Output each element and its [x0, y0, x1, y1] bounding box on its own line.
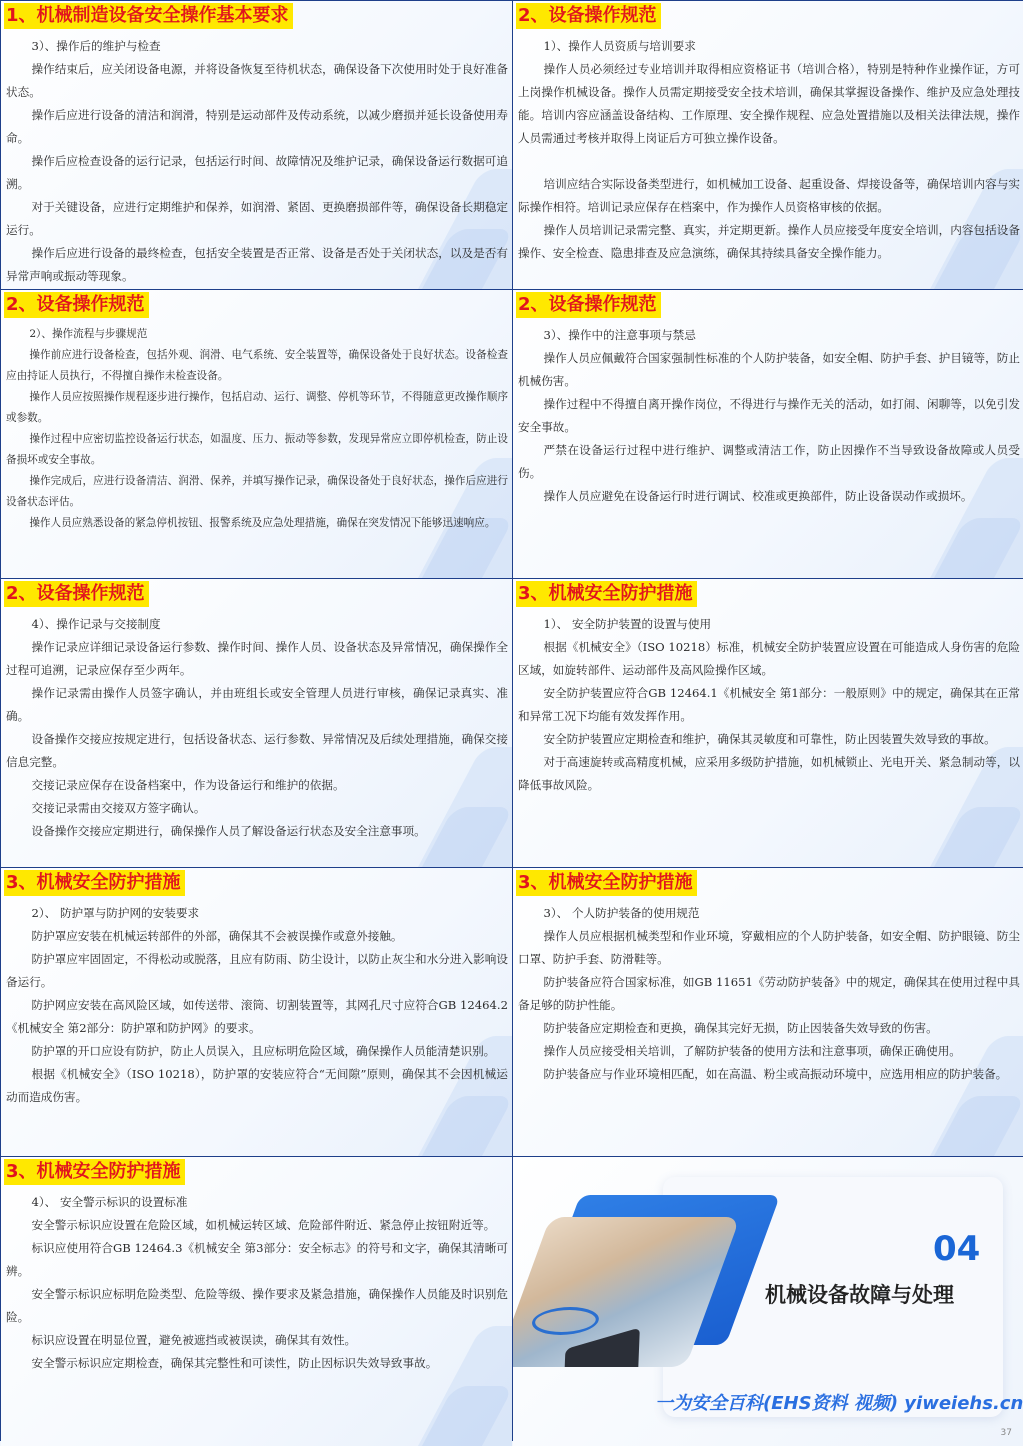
paragraph: 操作过程中应密切监控设备运行状态，如温度、压力、振动等参数，发现异常应立即停机检查，防止设备损坏或安全事故。	[6, 433, 508, 466]
paragraph: 根据《机械安全》（ISO 10218）标准，机械安全防护装置应设置在可能造成人身伤害的危险区域，如旋转部件、运动部件及高风险操作区域。	[518, 640, 1020, 677]
subsection-heading: 1）、 安全防护装置的设置与使用	[543, 617, 712, 631]
paragraph: 操作后应检查设备的运行记录，包括运行时间、故障情况及维护记录，确保设备运行数据可追溯。	[6, 154, 508, 191]
paragraph: 安全警示标识应定期检查，确保其完整性和可读性，防止因标识失效导致事故。	[31, 1356, 438, 1370]
paragraph: 对于高速旋转或高精度机械，应采用多级防护措施，如机械锁止、光电开关、紧急制动等，以降低事故风险。	[518, 755, 1020, 792]
subsection-heading: 1）、操作人员资质与培训要求	[543, 39, 696, 53]
paragraph: 操作人员应按照操作规程逐步进行操作，包括启动、运行、调整、停机等环节，不得随意更改操作顺序或参数。	[6, 391, 508, 424]
paragraph: 操作人员应佩戴符合国家强制性标准的个人防护装备，如安全帽、防护手套、护目镜等，防止机械伤害。	[518, 351, 1020, 388]
panel-body	[6, 324, 508, 534]
paragraph: 操作前应进行设备检查，包括外观、润滑、电气系统、安全装置等，确保设备处于良好状态。设备检查应由持证人员执行，不得擅自操作未检查设备。	[6, 349, 508, 382]
panel-body	[6, 613, 508, 843]
subsection-heading: 2）、 防护罩与防护网的安装要求	[31, 906, 200, 920]
section-number: 04	[933, 1229, 981, 1269]
page-number: 37	[1000, 1428, 1012, 1438]
paragraph: 标识应设置在明显位置，避免被遮挡或被误读，确保其有效性。	[31, 1333, 357, 1347]
section-title: 2、设备操作规范	[4, 292, 149, 318]
paragraph: 交接记录需由交接双方签字确认。	[31, 801, 206, 815]
paragraph: 操作记录应详细记录设备运行参数、操作时间、操作人员、设备状态及异常情况，确保操作全过程可追溯，记录应保存至少两年。	[6, 640, 508, 677]
section-title: 2、设备操作规范	[516, 3, 661, 29]
section-cover-title: 机械设备故障与处理	[765, 1283, 954, 1307]
section-title: 3、机械安全防护措施	[516, 581, 697, 607]
paragraph: 防护网应安装在高风险区域，如传送带、滚筒、切割装置等，其网孔尺寸应符合GB 12464.2《机械安全 第2部分：防护罩和防护网》的要求。	[6, 998, 508, 1035]
panel-body	[518, 324, 1020, 508]
decor-shape	[902, 1096, 1023, 1156]
section-cover-slide	[513, 1157, 1023, 1446]
decor-shape	[902, 807, 1023, 867]
paragraph: 严禁在设备运行过程中进行维护、调整或清洁工作，防止因操作不当导致设备故障或人员受伤。	[518, 443, 1020, 480]
paragraph: 设备操作交接应定期进行，确保操作人员了解设备运行状态及安全注意事项。	[31, 824, 426, 838]
paragraph: 标识应使用符合GB 12464.3《机械安全 第3部分：安全标志》的符号和文字，确保其清晰可辨。	[6, 1241, 508, 1278]
section-title: 2、设备操作规范	[516, 292, 661, 318]
paragraph: 操作完成后，应进行设备清洁、润滑、保养，并填写操作记录，确保设备处于良好状态，操作后应进行设备状态评估。	[6, 475, 508, 508]
paragraph: 防护装备应与作业环境相匹配，如在高温、粉尘或高振动环境中，应选用相应的防护装备。	[543, 1067, 1008, 1081]
paragraph: 防护装备应定期检查和更换，确保其完好无损，防止因装备失效导致的伤害。	[543, 1021, 938, 1035]
slide-panel-warning-signs	[1, 1157, 512, 1446]
subsection-heading: 2）、操作流程与步骤规范	[29, 328, 148, 340]
slide-panel-guard-devices	[513, 579, 1023, 867]
paragraph: 安全警示标识应设置在危险区域，如机械运转区域、危险部件附近、紧急停止按钮附近等。	[31, 1218, 496, 1232]
paragraph: 安全防护装置应符合GB 12464.1《机械安全 第1部分：一般原则》中的规定，确保其在正常和异常工况下均能有效发挥作用。	[518, 686, 1020, 723]
panel-body	[518, 613, 1020, 797]
paragraph: 安全警示标识应标明危险类型、危险等级、操作要求及紧急措施，确保操作人员能及时识别危险。	[6, 1287, 508, 1324]
subsection-heading: 3）、 个人防护装备的使用规范	[543, 906, 700, 920]
slide-panel-qualification	[513, 1, 1023, 289]
paragraph: 根据《机械安全》（ISO 10218），防护罩的安装应符合“无间隙”原则，确保其不会因机械运动而造成伤害。	[6, 1067, 508, 1104]
paragraph: 防护罩应牢固固定，不得松动或脱落，且应有防雨、防尘设计，以防止灰尘和水分进入影响设备运行。	[6, 952, 508, 989]
section-title: 1、机械制造设备安全操作基本要求	[4, 3, 293, 29]
paragraph: 防护罩的开口应设有防护，防止人员误入，且应标明危险区域，确保操作人员能清楚识别。	[31, 1044, 496, 1058]
section-title: 3、机械安全防护措施	[4, 870, 185, 896]
paragraph: 防护装备应符合国家标准，如GB 11651《劳动防护装备》中的规定，确保其在使用过程中具备足够的防护性能。	[518, 975, 1020, 1012]
paragraph: 设备操作交接应按规定进行，包括设备状态、运行参数、异常情况及后续处理措施，确保交接信息完整。	[6, 732, 508, 769]
panel-body	[6, 35, 508, 288]
decor-shape	[902, 518, 1023, 578]
paragraph: 操作人员应避免在设备运行时进行调试、校准或更换部件，防止设备误动作或损坏。	[543, 489, 973, 503]
paragraph: 培训应结合实际设备类型进行，如机械加工设备、起重设备、焊接设备等，确保培训内容与实际操作相符。培训记录应保存在档案中，作为操作人员资格审核的依据。	[518, 177, 1020, 214]
panel-body	[6, 902, 508, 1109]
paragraph: 交接记录应保存在设备档案中，作为设备运行和维护的依据。	[31, 778, 345, 792]
slide-panel-ppe	[513, 868, 1023, 1156]
slide-panel-guard-covers	[1, 868, 512, 1156]
subsection-heading: 4）、 安全警示标识的设置标准	[31, 1195, 188, 1209]
paragraph: 操作人员培训记录需完整、真实，并定期更新。操作人员应接受年度安全培训，内容包括设备操作、安全检查、隐患排查及应急演练，确保其持续具备安全操作能力。	[518, 223, 1020, 260]
paragraph-spacer	[518, 150, 1020, 173]
paragraph: 安全防护装置应定期检查和维护，确保其灵敏度和可靠性，防止因装置失效导致的事故。	[543, 732, 996, 746]
paragraph: 操作人员必须经过专业培训并取得相应资格证书（培训合格），特别是特种作业操作证，方可上岗操作机械设备。操作人员需定期接受安全技术培训，确保其掌握设备操作、维护及应急处理技能。培训内容应涵盖设备结构、工作原理、安全操作规程、应急处置措施以及相关法律法规，操作人员需通过考核并取得上岗证后方可独立操作设备。	[518, 62, 1020, 145]
subsection-heading: 4）、操作记录与交接制度	[31, 617, 161, 631]
section-title: 3、机械安全防护措施	[4, 1159, 185, 1185]
subsection-heading: 3）、操作后的维护与检查	[31, 39, 161, 53]
slide-panel-precautions	[513, 290, 1023, 578]
section-title: 3、机械安全防护措施	[516, 870, 697, 896]
panel-body	[518, 902, 1020, 1086]
slide-panel-maintenance	[1, 1, 512, 289]
subsection-heading: 3）、操作中的注意事项与禁忌	[543, 328, 696, 342]
paragraph: 操作人员应根据机械类型和作业环境，穿戴相应的个人防护装备，如安全帽、防护眼镜、防尘口罩、防护手套、防滑鞋等。	[518, 929, 1020, 966]
paragraph: 防护罩应安装在机械运转部件的外部，确保其不会被误操作或意外接触。	[31, 929, 403, 943]
watermark-text: 一为安全百科(EHS资料 视频) yiweiehs.cn	[655, 1393, 1023, 1414]
paragraph: 对于关键设备，应进行定期维护和保养，如润滑、紧固、更换磨损部件等，确保设备长期稳定运行。	[6, 200, 508, 237]
slide-panel-procedure	[1, 290, 512, 578]
slide-panel-records	[1, 579, 512, 867]
paragraph: 操作结束后，应关闭设备电源，并将设备恢复至待机状态，确保设备下次使用时处于良好准备状态。	[6, 62, 508, 99]
paragraph: 操作后应进行设备的最终检查，包括安全装置是否正常、设备是否处于关闭状态，以及是否有异常声响或振动等现象。	[6, 246, 508, 283]
glasses-icon	[527, 1307, 603, 1335]
section-title: 2、设备操作规范	[4, 581, 149, 607]
paragraph: 操作过程中不得擅自离开操作岗位，不得进行与操作无关的活动，如打闹、闲聊等，以免引发安全事故。	[518, 397, 1020, 434]
panel-body	[518, 35, 1020, 265]
decor-shape	[390, 1386, 512, 1446]
paragraph: 操作记录需由操作人员签字确认，并由班组长或安全管理人员进行审核，确保记录真实、准确。	[6, 686, 508, 723]
panel-body	[6, 1191, 508, 1375]
paragraph: 操作后应进行设备的清洁和润滑，特别是运动部件及传动系统，以减少磨损并延长设备使用寿命。	[6, 108, 508, 145]
paragraph: 操作人员应接受相关培训，了解防护装备的使用方法和注意事项，确保正确使用。	[543, 1044, 961, 1058]
paragraph: 操作人员应熟悉设备的紧急停机按钮、报警系统及应急处理措施，确保在突发情况下能够迅速响应。	[29, 517, 496, 529]
